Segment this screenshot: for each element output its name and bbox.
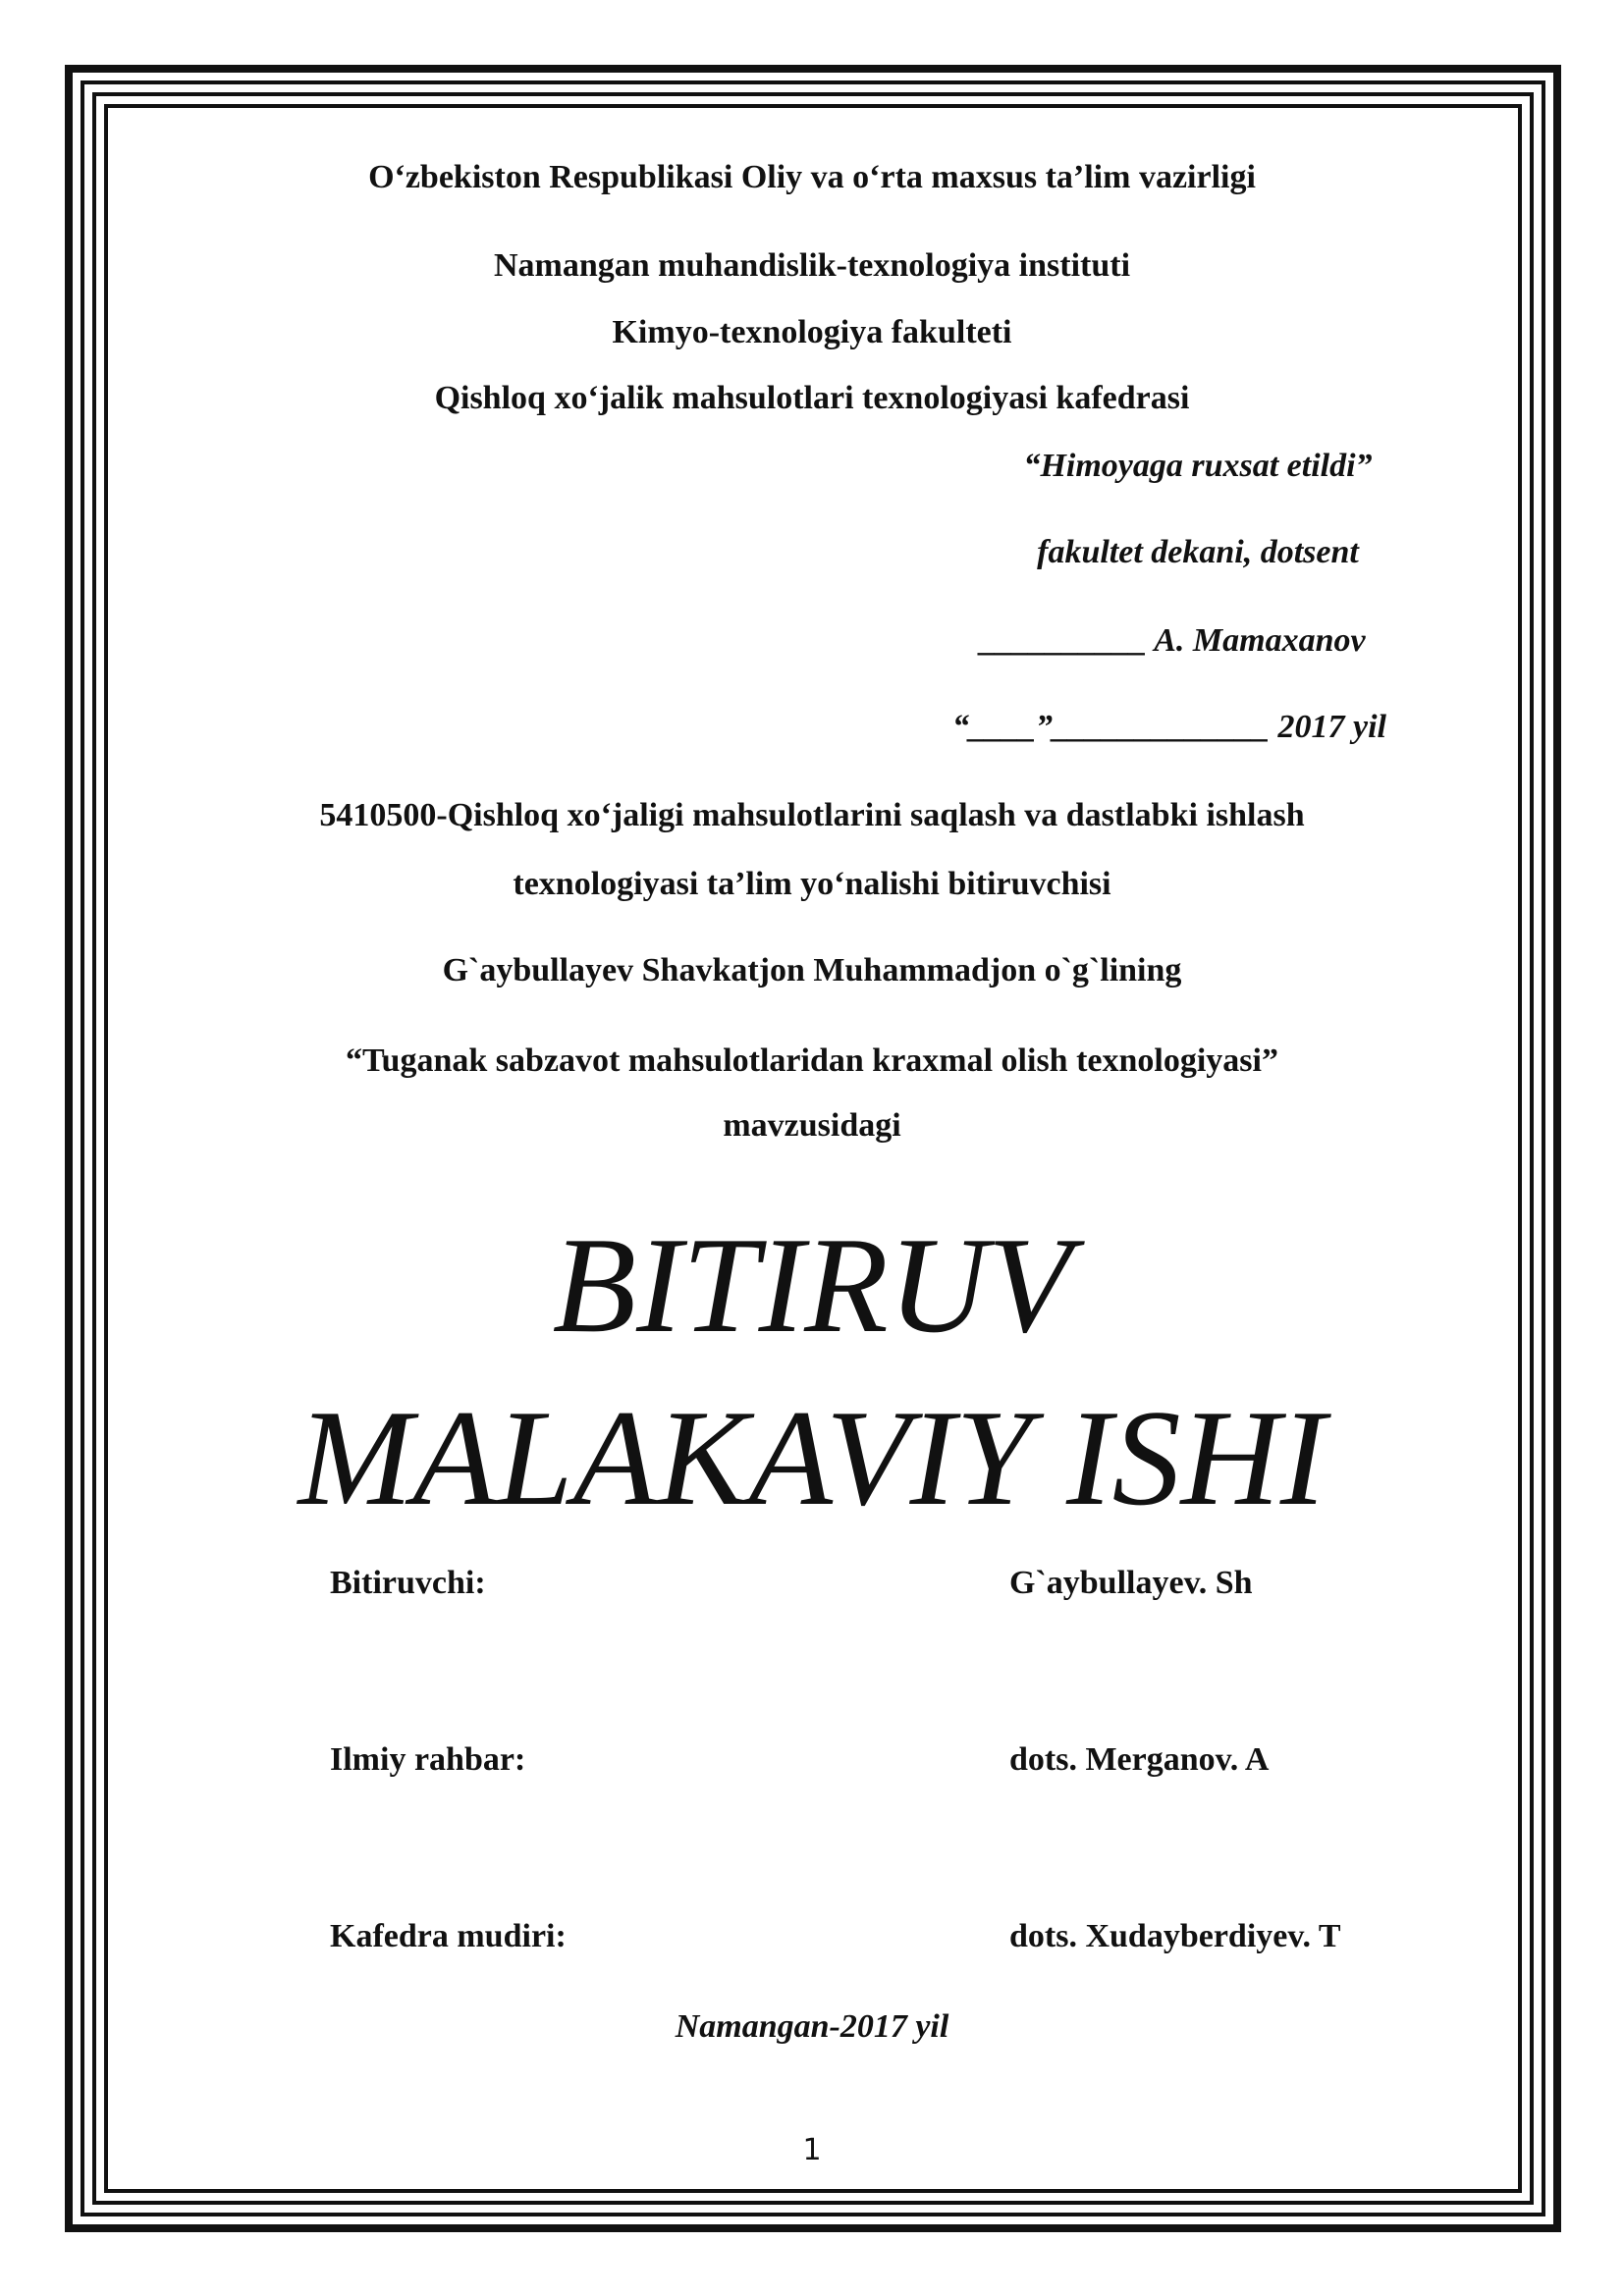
topic-line-1: “Tuganak sabzavot mahsulotlaridan kraxmal olish texnologiyasi” [346, 1042, 1278, 1079]
signature-label-head: Kafedra mudiri: [330, 1918, 567, 1954]
page-border-inner-3 [104, 104, 1522, 2193]
approval-permission: “Himoyaga ruxsat etildi” [1023, 448, 1373, 484]
signature-name-graduate: G`aybullayev. Sh [1009, 1565, 1253, 1601]
topic-line-2: mavzusidagi [723, 1107, 901, 1144]
approval-signatory: __________ A. Mamaxanov [980, 622, 1366, 659]
approval-position: fakultet dekani, dotsent [1037, 534, 1359, 570]
signature-name-head: dots. Xudayberdiyev. T [1009, 1918, 1341, 1954]
document-title-line-1: BITIRUV [552, 1209, 1072, 1362]
institute-name: Namangan muhandislik-texnologiya instituti [493, 247, 1131, 284]
student-name: G`aybullayev Shavkatjon Muhammadjon o`g`lining [442, 952, 1182, 988]
approval-date: “____”_____________ 2017 yil [952, 709, 1386, 745]
specialty-line-2: texnologiyasi ta’lim yo‘nalishi bitiruvchisi [513, 866, 1111, 902]
specialty-line-1: 5410500-Qishloq xo‘jaligi mahsulotlarini saqlash va dastlabki ishlash [319, 797, 1305, 833]
document-title-line-2: MALAKAVIY ISHI [298, 1382, 1326, 1534]
ministry-name: O‘zbekiston Respublikasi Oliy va o‘rta maxsus ta’lim vazirligi [368, 159, 1256, 195]
signature-label-supervisor: Ilmiy rahbar: [330, 1741, 526, 1778]
faculty-name: Kimyo-texnologiya fakulteti [612, 314, 1012, 350]
page-number: 1 [802, 2133, 822, 2167]
department-name: Qishloq xo‘jalik mahsulotlari texnologiyasi kafedrasi [434, 380, 1190, 416]
signature-name-supervisor: dots. Merganov. A [1009, 1741, 1270, 1778]
signature-label-graduate: Bitiruvchi: [330, 1565, 486, 1601]
place-and-year: Namangan-2017 yil [675, 2008, 949, 2045]
